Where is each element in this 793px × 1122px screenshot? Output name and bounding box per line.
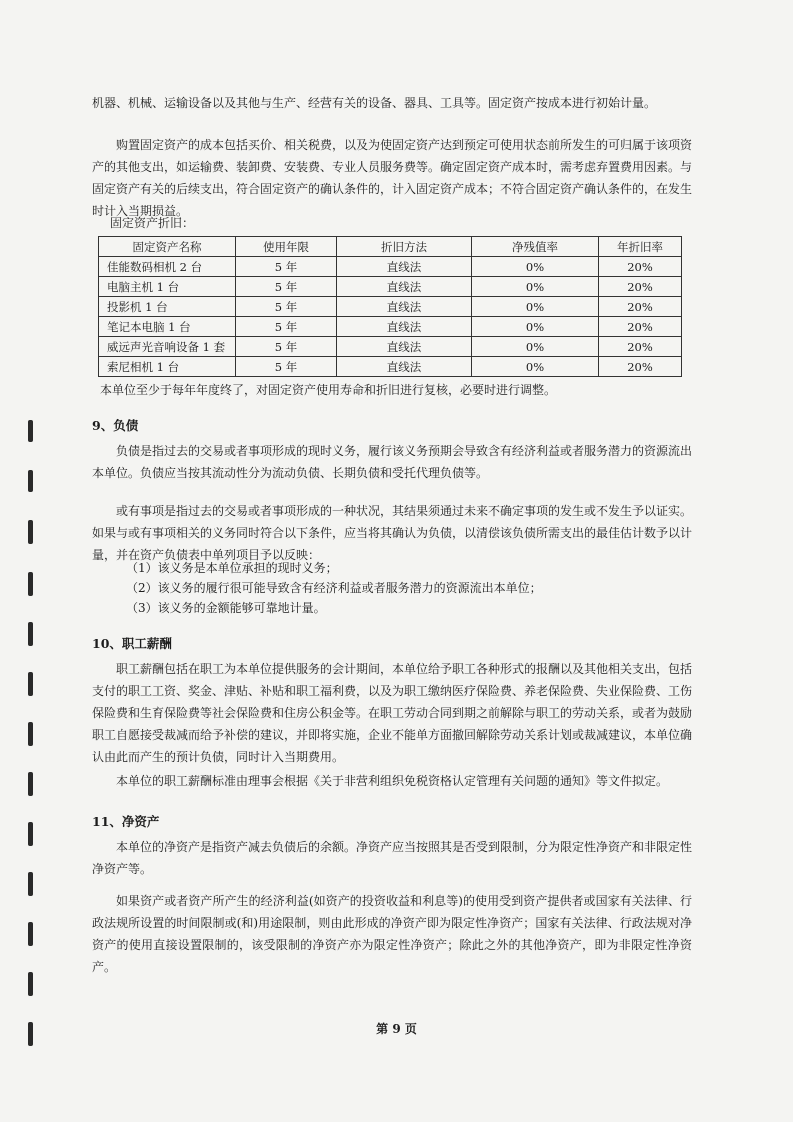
section-11-title: 11、净资产	[92, 814, 160, 829]
fixed-asset-table	[98, 236, 682, 377]
list-item: （2）该义务的履行很可能导致含有经济利益或者服务潜力的资源流出本单位；	[126, 581, 542, 595]
table-row	[99, 337, 682, 357]
residual-rate: 0%	[472, 257, 599, 277]
table-row	[99, 257, 682, 277]
annual-rate: 20%	[599, 277, 682, 297]
method: 直线法	[337, 357, 472, 377]
binding-mark	[28, 972, 33, 996]
asset-name: 索尼相机 1 台	[99, 357, 236, 377]
binding-mark	[28, 922, 33, 946]
annual-rate: 20%	[599, 297, 682, 317]
annual-rate: 20%	[599, 337, 682, 357]
section-9-paragraph-1: 负债是指过去的交易或者事项形成的现时义务，履行该义务预期会导致含有经济利益或者服务潜力的资源流出本单位。负债应当按其流动性分为流动负债、长期负债和受托代理负债等。	[92, 444, 693, 480]
residual-rate: 0%	[472, 337, 599, 357]
list-item: （3）该义务的金额能够可靠地计量。	[126, 601, 326, 615]
section-10-paragraph-2: 本单位的职工薪酬标准由理事会根据《关于非营利组织免税资格认定管理有关问题的通知》等文件拟定。	[116, 774, 669, 788]
section-11-paragraph-1: 本单位的净资产是指资产减去负债后的余额。净资产应当按照其是否受到限制，分为限定性净资产和非限定性净资产等。	[92, 840, 693, 876]
annual-rate: 20%	[599, 357, 682, 377]
intro-line: 机器、机械、运输设备以及其他与生产、经营有关的设备、器具、工具等。固定资产按成本进行初始计量。	[92, 96, 657, 110]
binding-mark	[28, 420, 33, 442]
table-row	[99, 277, 682, 297]
binding-mark	[28, 470, 33, 492]
useful-life: 5 年	[236, 337, 337, 357]
asset-name: 电脑主机 1 台	[99, 277, 236, 297]
section-10-title: 10、职工薪酬	[92, 636, 172, 651]
binding-mark	[28, 622, 33, 646]
section-9-paragraph-2: 或有事项是指过去的交易或者事项形成的一种状况，其结果须通过未来不确定事项的发生或不发生予以证实。如果与或有事项相关的义务同时符合以下条件，应当将其确认为负债，以清偿该负债所需支出的最佳估计数予以计量，并在资产负债表中单列项目予以反映：	[92, 504, 693, 562]
useful-life: 5 年	[236, 357, 337, 377]
method: 直线法	[337, 337, 472, 357]
useful-life: 5 年	[236, 257, 337, 277]
annual-rate: 20%	[599, 257, 682, 277]
header-method: 折旧方法	[337, 237, 472, 257]
depreciation-label: 固定资产折旧：	[110, 216, 195, 230]
page-number: 第 9 页	[376, 1022, 417, 1036]
list-item: （1）该义务是本单位承担的现时义务；	[126, 561, 338, 575]
binding-mark	[28, 872, 33, 896]
table-header-row	[99, 237, 682, 257]
binding-mark	[28, 722, 33, 746]
binding-mark	[28, 672, 33, 696]
review-note: 本单位至少于每年年度终了，对固定资产使用寿命和折旧进行复核，必要时进行调整。	[100, 383, 557, 397]
header-useful-life: 使用年限	[236, 237, 337, 257]
asset-name: 佳能数码相机 2 台	[99, 257, 236, 277]
method: 直线法	[337, 317, 472, 337]
section-11-paragraph-2: 如果资产或者资产所产生的经济利益(如资产的投资收益和利息等)的使用受到资产提供者或国家有关法律、行政法规所设置的时间限制或(和)用途限制，则由此形成的净资产即为限定性净资产；国家有关法律、行政法规对净资产的使用直接设置限制的，该受限制的净资产亦为限定性净资产；除此之外的其他净资产，即为非限定性净资产。	[92, 894, 692, 974]
method: 直线法	[337, 297, 472, 317]
header-annual-rate: 年折旧率	[599, 237, 682, 257]
method: 直线法	[337, 257, 472, 277]
section-10-paragraph-1: 职工薪酬包括在职工为本单位提供服务的会计期间，本单位给予职工各种形式的报酬以及其他相关支出，包括支付的职工工资、奖金、津贴、补贴和职工福利费，以及为职工缴纳医疗保险费、养老保险费、失业保险费、工伤保险费和生育保险费等社会保险费和住房公积金等。在职工劳动合同到期之前解除与职工的劳动关系，或者为鼓励职工自愿接受裁减而给予补偿的建议，并即将实施，企业不能单方面撤回解除劳动关系计划或裁减建议，本单位确认由此而产生的预计负债，同时计入当期费用。	[92, 662, 693, 764]
binding-mark	[28, 520, 33, 544]
binding-mark	[28, 772, 33, 796]
table-row	[99, 317, 682, 337]
asset-name: 威远声光音响设备 1 套	[99, 337, 236, 357]
useful-life: 5 年	[236, 317, 337, 337]
asset-name: 笔记本电脑 1 台	[99, 317, 236, 337]
useful-life: 5 年	[236, 297, 337, 317]
header-residual-rate: 净残值率	[472, 237, 599, 257]
cost-paragraph: 购置固定资产的成本包括买价、相关税费，以及为使固定资产达到预定可使用状态前所发生的可归属于该项资产的其他支出，如运输费、装卸费、安装费、专业人员服务费等。确定固定资产成本时，需考虑弃置费用因素。与固定资产有关的后续支出，符合固定资产的确认条件的，计入固定资产成本；不符合固定资产确认条件的，在发生时计入当期损益。	[92, 138, 693, 218]
table-row	[99, 297, 682, 317]
residual-rate: 0%	[472, 317, 599, 337]
section-9-title: 9、负债	[92, 418, 139, 433]
header-asset-name: 固定资产名称	[99, 237, 236, 257]
residual-rate: 0%	[472, 357, 599, 377]
residual-rate: 0%	[472, 297, 599, 317]
residual-rate: 0%	[472, 277, 599, 297]
binding-mark	[28, 572, 33, 596]
asset-name: 投影机 1 台	[99, 297, 236, 317]
method: 直线法	[337, 277, 472, 297]
annual-rate: 20%	[599, 317, 682, 337]
useful-life: 5 年	[236, 277, 337, 297]
table-row	[99, 357, 682, 377]
binding-mark	[28, 822, 33, 846]
